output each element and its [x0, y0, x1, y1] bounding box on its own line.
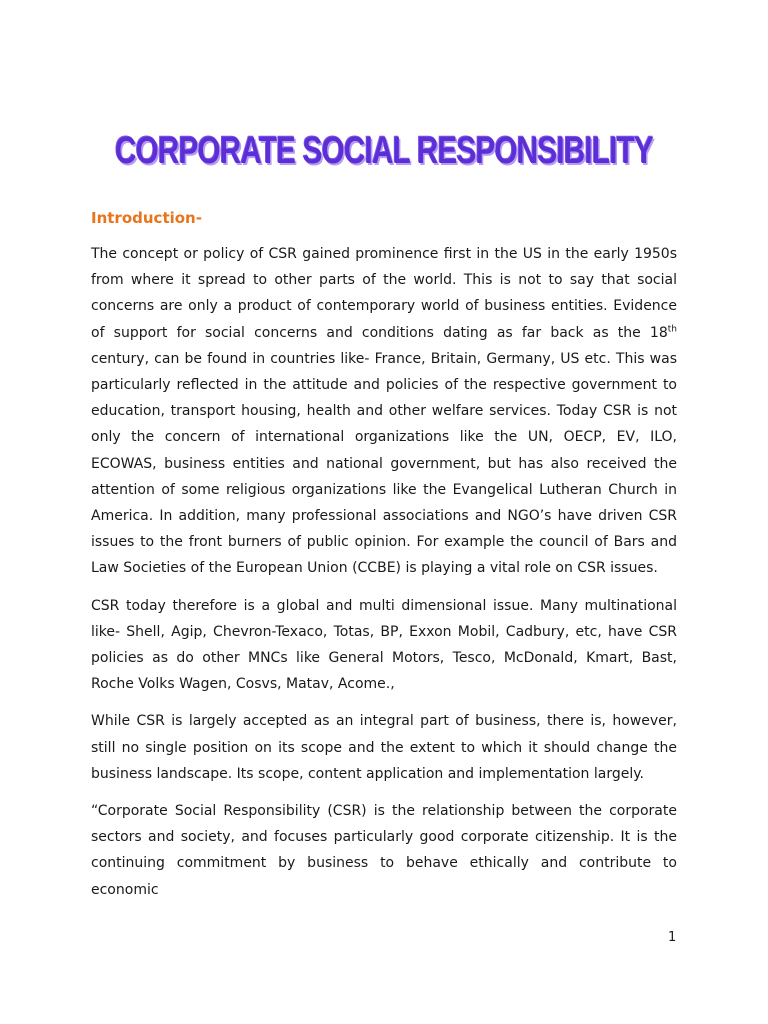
document-body [91, 208, 677, 914]
superscript-th: th [667, 323, 677, 334]
document-title: CORPORATE SOCIAL RESPONSIBILITY [115, 130, 653, 172]
paragraph-1-text-a: The concept or policy of CSR gained prominence first in the US in the early 1950s from where it spread to other parts of the world. This is not to say that social concerns are only a product of contemporary world of business entities. Evidence of support for social concerns and conditions dating as far back as the 18 [91, 246, 677, 341]
paragraph-1-text-b: century, can be found in countries like- France, Britain, Germany, US etc. This was particularly reflected in the attitude and policies of the respective government to education, transport housing, health and other welfare services. Today CSR is not only the concern of international organizations like the UN, OECP, EV, ILO, ECOWAS, business entities and national government, but has also received the attention of some religious organizations like the Evangelical Lutheran Church in America. In addition, many professional associations and NGO’s have driven CSR issues to the front burners of public opinion. For example the council of Bars and Law Societies of the European Union (CCBE) is playing a vital role on CSR issues. [91, 350, 677, 577]
paragraph-1 [91, 241, 677, 582]
section-heading: Introduction- [91, 209, 202, 227]
paragraph-4: “Corporate Social Responsibility (CSR) is the relationship between the corporate sectors and society, and focuses particularly good corporate citizenship. It is the continuing commitment by business to behave ethically and contribute to economic [91, 803, 677, 898]
paragraph-3: While CSR is largely accepted as an integral part of business, there is, however, still no single position on its scope and the extent to which it should change the business landscape. Its scope, content application and implementation largely. [91, 713, 677, 782]
paragraph-2: CSR today therefore is a global and multi dimensional issue. Many multinational like- Shell, Agip, Chevron-Texaco, Totas, BP, Exxon Mobil, Cadbury, etc, have CSR policies as do other MNCs like General Motors, Tesco, McDonald, Kmart, Bast, Roche Volks Wagen, Cosvs, Matav, Acome., [91, 597, 677, 693]
page-number: 1 [668, 930, 677, 945]
